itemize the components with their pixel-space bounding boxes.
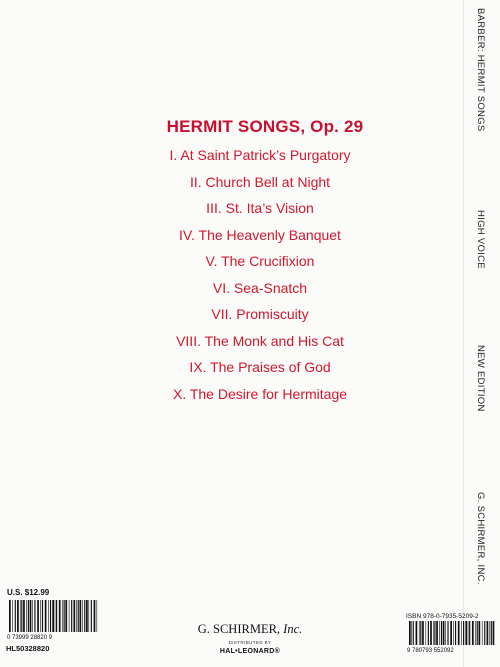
- distributor-logo: HAL•LEONARD®: [219, 648, 281, 655]
- spine: [464, 0, 500, 667]
- barcode-bar: [422, 621, 424, 645]
- barcode-bar: [428, 621, 429, 645]
- barcode-bar: [477, 621, 478, 645]
- barcode-bar: [458, 621, 460, 645]
- barcode-bar: [419, 621, 420, 645]
- barcode-bar: [468, 621, 469, 645]
- publisher-name-suffix: Inc.: [283, 622, 303, 636]
- barcode-bar: [484, 621, 485, 645]
- barcode-bar: [469, 621, 470, 645]
- barcode-bar: [479, 621, 481, 645]
- barcode-bar: [434, 621, 435, 645]
- barcode-bar: [426, 621, 427, 645]
- product-code: HL50328820: [6, 644, 50, 653]
- song-title-2: II. Church Bell at Night: [189, 173, 331, 190]
- barcode-bar: [493, 621, 495, 645]
- barcode-bar: [439, 621, 440, 645]
- song-title-3: III. St. Ita’s Vision: [206, 200, 314, 216]
- song-title-10: X. The Desire for Hermitage: [172, 385, 348, 402]
- barcode-bar: [491, 621, 492, 645]
- barcode-bar: [430, 621, 432, 645]
- barcode-bar: [447, 621, 448, 645]
- barcode-bar: [445, 621, 446, 645]
- price-label: U.S. $12.99: [7, 588, 50, 597]
- barcode-bar: [465, 621, 467, 645]
- song-title-5: V. The Crucifixion: [205, 253, 315, 269]
- upc-digits: 0 73999 28820 9: [7, 635, 53, 640]
- barcode-bar: [443, 621, 445, 645]
- barcode-bar: [455, 621, 456, 645]
- isbn-label: ISBN 978-0-7935-5209-2: [406, 613, 479, 620]
- barcode-bar: [416, 621, 418, 645]
- spine-publisher: G. SCHIRMER, INC.: [475, 492, 486, 585]
- barcode-bar: [472, 621, 474, 645]
- barcode-bar: [450, 621, 452, 645]
- barcode-bar: [463, 621, 464, 645]
- barcode-bar: [487, 621, 489, 645]
- song-title-4: IV. The Heavenly Banquet: [179, 226, 341, 243]
- barcode-bar: [453, 621, 454, 645]
- barcode-bar: [411, 621, 412, 645]
- song-list-block: [110, 117, 410, 407]
- barcode-bar: [482, 621, 483, 645]
- spine-title: BARBER: HERMIT SONGS: [475, 8, 486, 132]
- barcode-bar: [461, 621, 462, 645]
- spine-voice: HIGH VOICE: [475, 210, 486, 269]
- ean-digits: 9 780793 552092: [407, 648, 454, 653]
- song-title-9: IX. The Praises of God: [189, 359, 331, 375]
- barcode-bar: [436, 621, 438, 645]
- ean-barcode: [406, 621, 498, 653]
- barcode-bar: [489, 621, 490, 645]
- song-title-8: VIII. The Monk and His Cat: [176, 332, 344, 349]
- song-title-7: VII. Promiscuity: [211, 306, 309, 322]
- barcode-bar: [433, 621, 434, 645]
- barcode-bar: [475, 621, 476, 645]
- publisher-name-main: G. SCHIRMER,: [197, 622, 281, 636]
- spine-edition: NEW EDITION: [475, 345, 486, 412]
- barcode-bar: [441, 621, 442, 645]
- barcode-bar: [409, 621, 411, 645]
- barcode-bar: [413, 621, 414, 645]
- barcode-bar: [420, 621, 421, 645]
- work-title: HERMIT SONGS, Op. 29: [166, 117, 364, 136]
- distributed-by-label: DISTRIBUTED BY: [228, 640, 272, 645]
- song-title-6: VI. Sea-Snatch: [212, 279, 308, 296]
- song-title-1: I. At Saint Patrick’s Purgatory: [169, 147, 351, 163]
